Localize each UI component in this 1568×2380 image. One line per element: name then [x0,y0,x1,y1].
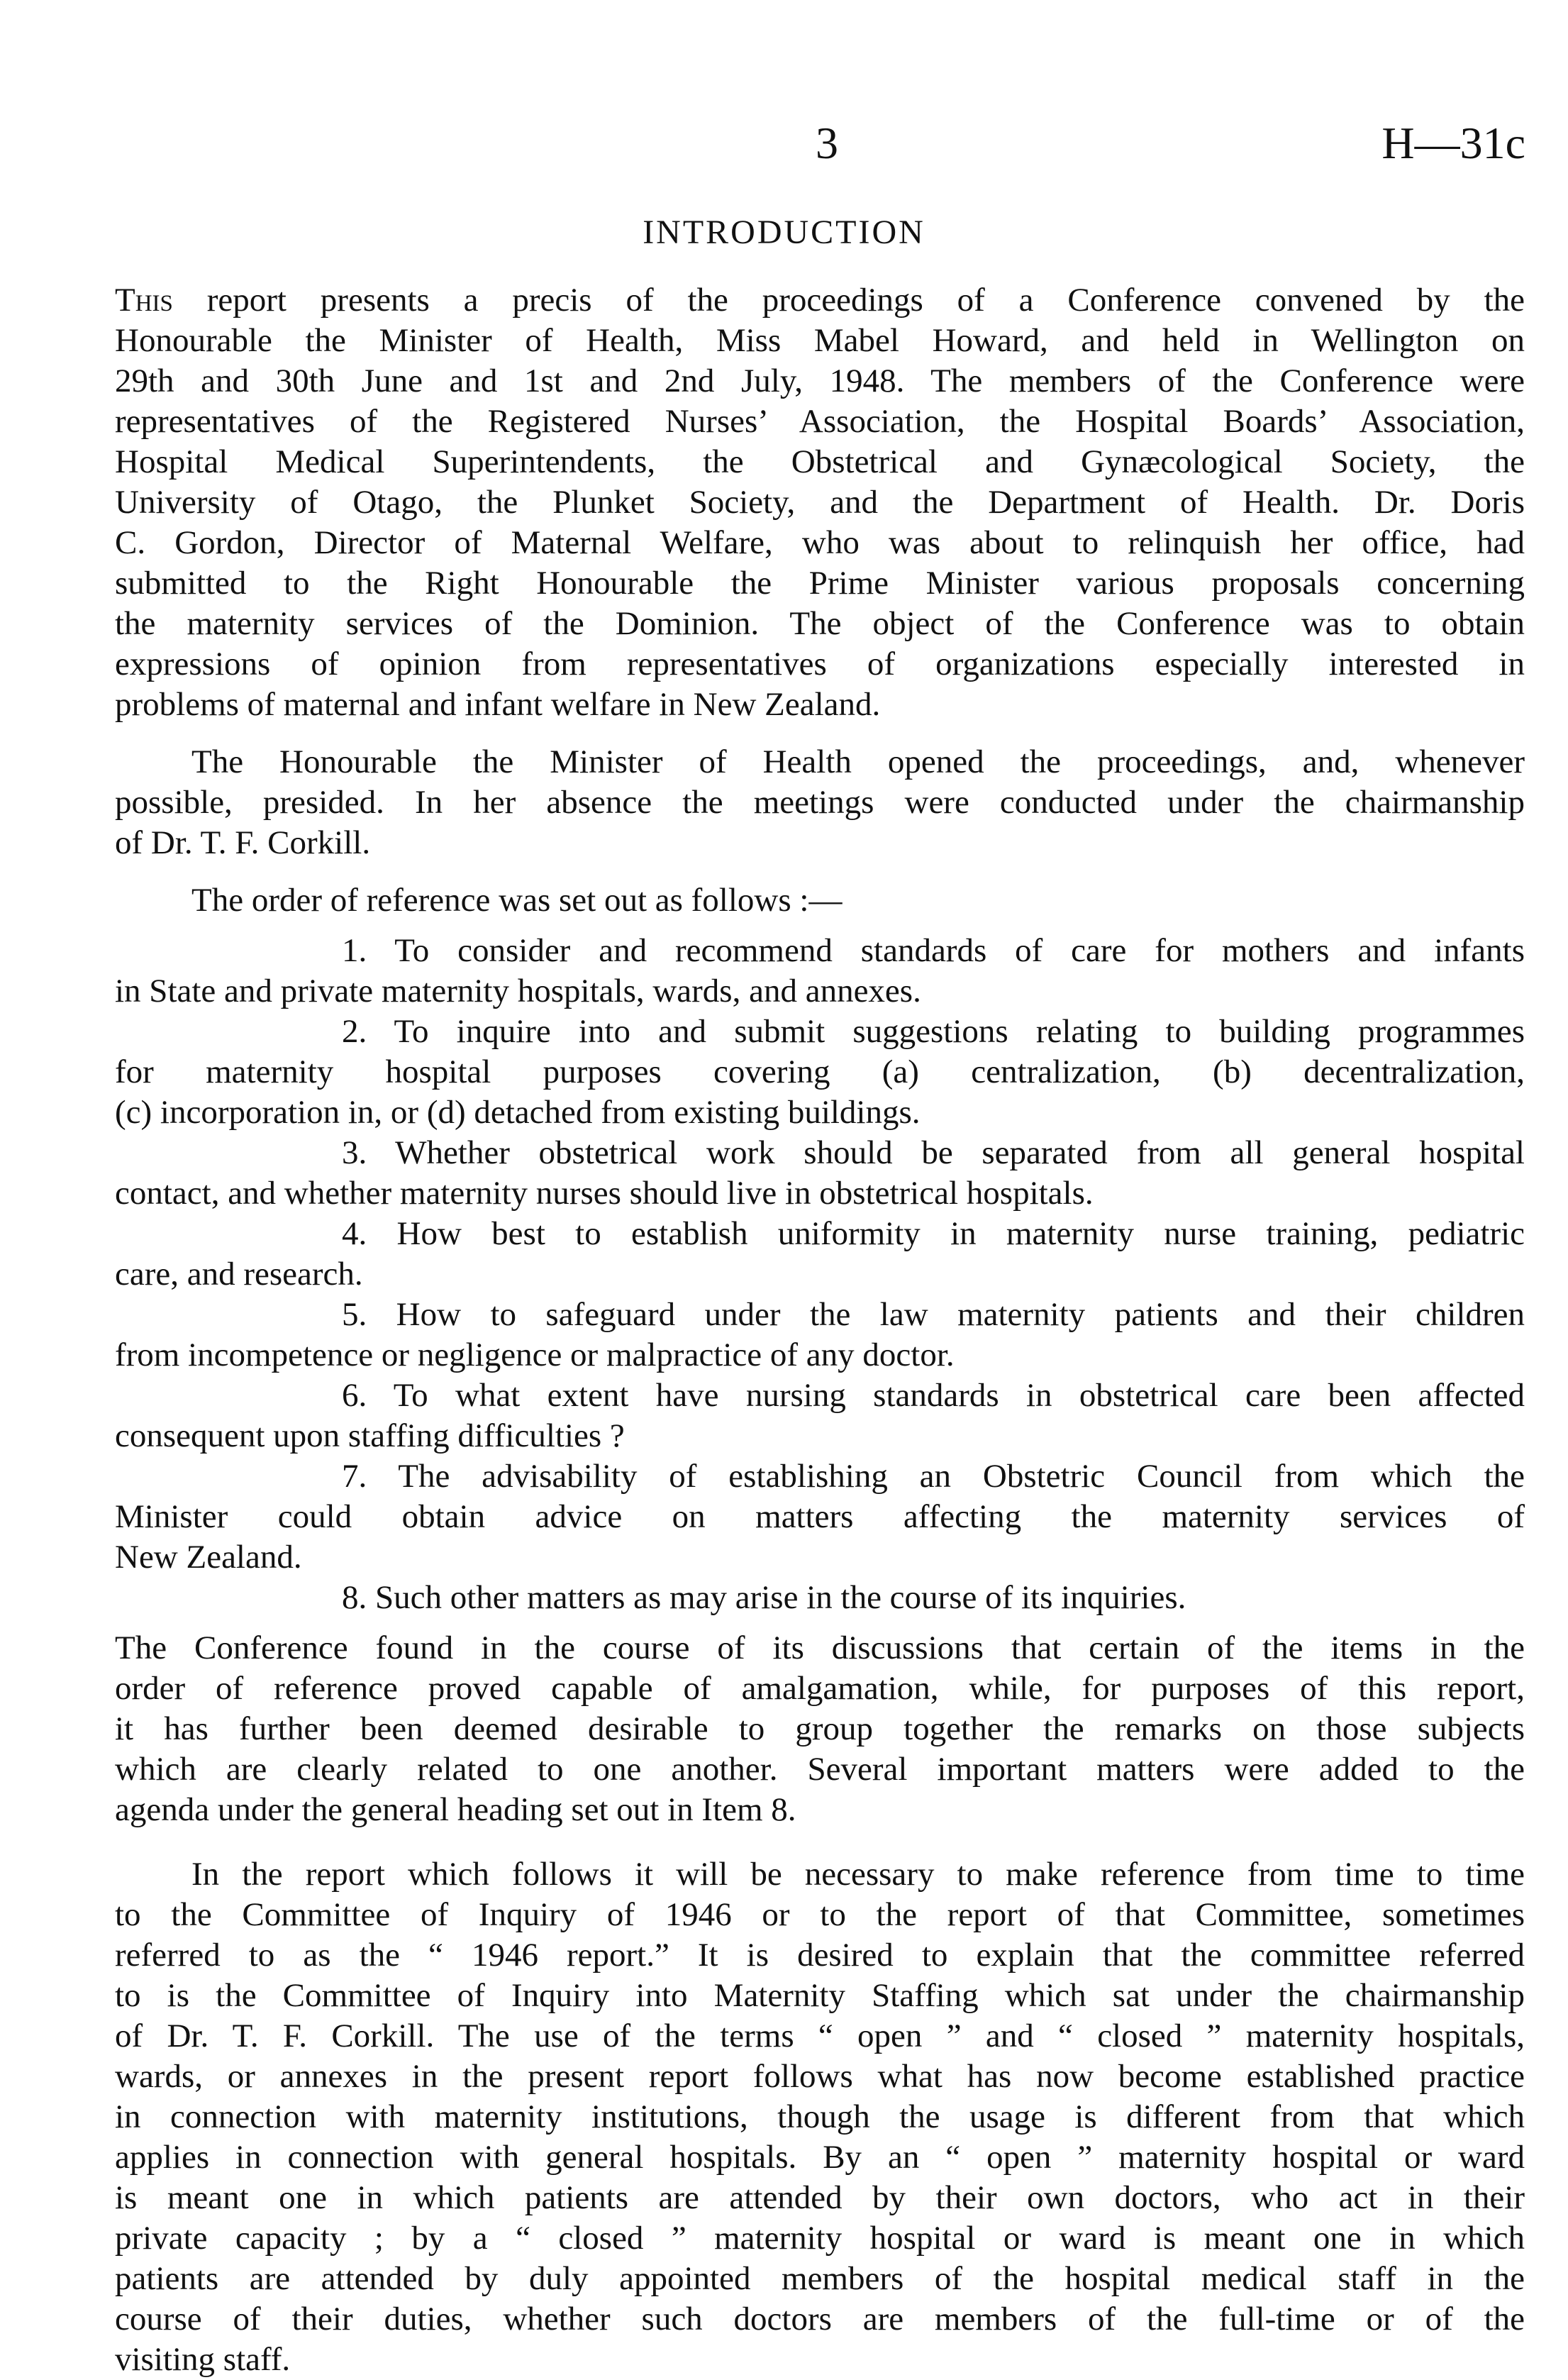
page-number: 3 [816,118,838,168]
text-line: of Dr. T. F. Corkill. [115,824,371,861]
text-line: The order of reference was set out as follows :— [191,882,843,919]
text-line: consequent upon staffing difficulties ? [115,1417,625,1454]
text-line: 29th and 30th June and 1st and 2nd July, 1948. The members of the Conference were [115,362,1525,399]
paragraph [115,1628,1525,1830]
text-line: possible, presided. In her absence the meetings were conducted under the chairmanship [115,784,1525,821]
text-line: in State and private maternity hospitals, wards, and annexes. [115,973,921,1009]
paragraph [115,1854,1525,2380]
text-line: applies in connection with general hospitals. By an “ open ” maternity hospital or ward [115,2139,1525,2176]
text-line: order of reference proved capable of amalgamation, while, for purposes of this report, [115,1670,1525,1707]
text-line: agenda under the general heading set out in Item 8. [115,1791,796,1828]
text-line: C. Gordon, Director of Maternal Welfare, who was about to relinquish her office, had [115,524,1525,561]
text-line: representatives of the Registered Nurses’ Association, the Hospital Boards’ Association, [115,403,1525,440]
document-code: H—31c [1381,118,1525,168]
text-line: which are clearly related to one another. Several important matters were added to the [115,1751,1525,1788]
reference-item [115,1578,1525,1618]
text-line: In the report which follows it will be necessary to make reference from time to time [191,1856,1525,1893]
text-line: to the Committee of Inquiry of 1946 or to the report of that Committee, sometimes [115,1896,1525,1933]
reference-item [115,1376,1525,1456]
reference-item [115,1214,1525,1295]
text-line: 1. To consider and recommend standards of care for mothers and infants [342,932,1525,969]
paragraph-spacer [115,1830,1525,1854]
section-title: INTRODUCTION [643,214,925,251]
paragraph-spacer [115,1618,1525,1628]
text-line: of Dr. T. F. Corkill. The use of the terms “ open ” and “ closed ” maternity hospitals, [115,2018,1525,2054]
text-line: visiting staff. [115,2341,291,2378]
text-line: referred to as the “ 1946 report.” It is desired to explain that the committee referred [115,1937,1525,1974]
reference-item [115,1295,1525,1376]
text-line: This report presents a precis of the proceedings of a Conference convened by the [115,282,1525,319]
text-line: private capacity ; by a “ closed ” maternity hospital or ward is meant one in which [115,2220,1525,2257]
text-line: 4. How best to establish uniformity in maternity nurse training, pediatric [342,1215,1525,1252]
text-line: contact, and whether maternity nurses should live in obstetrical hospitals. [115,1175,1094,1212]
text-line: 8. Such other matters as may arise in the course of its inquiries. [342,1579,1186,1616]
reference-item [115,1012,1525,1133]
text-line: University of Otago, the Plunket Society, and the Department of Health. Dr. Doris [115,484,1525,521]
text-line: 5. How to safeguard under the law maternity patients and their children [342,1296,1525,1333]
paragraph [115,742,1525,863]
paragraph-spacer [115,921,1525,931]
text-line: the maternity services of the Dominion. The object of the Conference was to obtain [115,605,1525,642]
text-line: expressions of opinion from representatives of organizations especially interested in [115,646,1525,682]
text-line: patients are attended by duly appointed members of the hospital medical staff in the [115,2260,1525,2297]
text-line: from incompetence or negligence or malpractice of any doctor. [115,1336,955,1373]
text-line: Honourable the Minister of Health, Miss Mabel Howard, and held in Wellington on [115,322,1525,359]
text-line: 7. The advisability of establishing an Obstetric Council from which the [342,1458,1525,1495]
text-line: in connection with maternity institutions, though the usage is different from that which [115,2098,1525,2135]
reference-item [115,1133,1525,1214]
text-line: Minister could obtain advice on matters affecting the maternity services of [115,1498,1525,1535]
text-line: The Conference found in the course of its discussions that certain of the items in the [115,1629,1525,1666]
paragraph [115,880,1525,921]
text-line: New Zealand. [115,1539,302,1576]
reference-item [115,931,1525,1012]
document-body [115,280,1525,2380]
text-line: course of their duties, whether such doctors are members of the full-time or of the [115,2301,1525,2337]
text-line: care, and research. [115,1256,363,1293]
reference-item [115,1456,1525,1578]
paragraph-spacer [115,725,1525,742]
text-line: wards, or annexes in the present report follows what has now become established practice [115,2058,1525,2095]
paragraph [115,280,1525,725]
text-line: 6. To what extent have nursing standards in obstetrical care been affected [342,1377,1525,1414]
text-line: 2. To inquire into and submit suggestions relating to building programmes [342,1013,1525,1050]
text-line: 3. Whether obstetrical work should be separated from all general hospital [342,1134,1525,1171]
text-line: problems of maternal and infant welfare in New Zealand. [115,686,881,723]
text-line: The Honourable the Minister of Health opened the proceedings, and, whenever [191,743,1525,780]
text-line: is meant one in which patients are attended by their own doctors, who act in their [115,2179,1525,2216]
text-line: for maternity hospital purposes covering (a) centralization, (b) decentralization, [115,1053,1525,1090]
paragraph-spacer [115,863,1525,880]
text-line: Hospital Medical Superintendents, the Obstetrical and Gynæcological Society, the [115,443,1525,480]
text-line: to is the Committee of Inquiry into Maternity Staffing which sat under the chairmanship [115,1977,1525,2014]
text-line: submitted to the Right Honourable the Prime Minister various proposals concerning [115,565,1525,602]
text-line: it has further been deemed desirable to group together the remarks on those subjects [115,1710,1525,1747]
text-line: (c) incorporation in, or (d) detached from existing buildings. [115,1094,921,1131]
